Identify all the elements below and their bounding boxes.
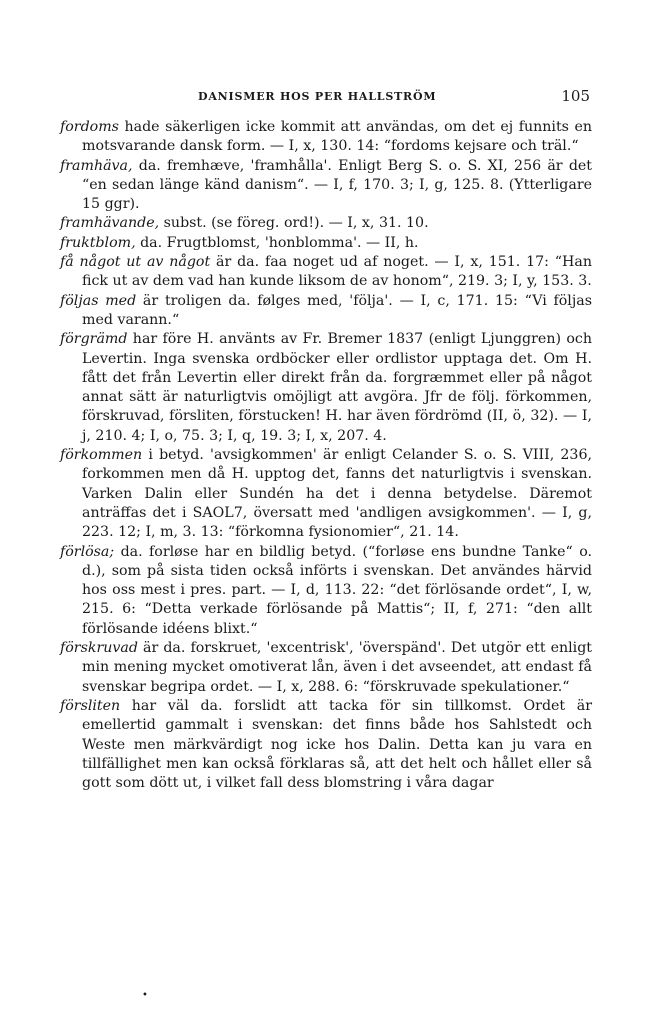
entry-foljas-med bbox=[60, 292, 592, 331]
entry-text: i betyd. 'avsigkommen' är enligt Celander S. o. S. VIII, 236, forkommen men då H. upptog det, fanns det naturligtvis i svenskan. Varken Dalin eller Sundén ha det i denna betydelse. Däremot anträffas det i SAOL7, översatt med 'andligen avsigkommen'. — I, g, 223. 12; I, m, 3. 13: “förkomna fysionomier“, 21. 14. bbox=[82, 447, 592, 541]
headword: få något ut av något bbox=[60, 254, 211, 271]
headword: förlösa; bbox=[60, 543, 115, 560]
running-head: DANISMER HOS PER HALLSTRÖM bbox=[198, 90, 437, 103]
entry-forsliten bbox=[60, 697, 592, 793]
headword: framhäva, bbox=[60, 157, 133, 174]
entry-forgramd bbox=[60, 330, 592, 446]
entry-text: har före H. använts av Fr. Bremer 1837 (enligt Ljunggren) och Levertin. Inga svenska ordböcker eller ordlistor upptaga det. Om H. fått det från Levertin eller direkt från da. forgræmmet eller på något annat sätt är naturligtvis omöjligt att avgöra. Jfr de följ. förkommen, förskruvad, försliten, förstucken! H. har även fördrömd (II, ö, 32). — I, j, 210. 4; I, o, 75. 3; I, q, 19. 3; I, x, 207. 4. bbox=[82, 331, 592, 444]
entry-framhava bbox=[60, 157, 592, 215]
headword: förkommen bbox=[60, 447, 143, 464]
entry-text: är troligen da. følges med, 'följa'. — I, c, 171. 15: “Vi följas med varann.“ bbox=[82, 292, 592, 328]
entry-text: är da. faa noget ud af noget. — I, x, 151. 17: “Han fick ut av dem vad han kunde liksom de av honom“, 219. 3; I, y, 153. 3. bbox=[82, 254, 592, 290]
entry-forlosa bbox=[60, 543, 592, 639]
headword: förskruvad bbox=[60, 640, 138, 657]
entry-text: hade säkerligen icke kommit att användas, om det ej funnits en motsvarande dansk form. — I, x, 130. 14: “fordoms kejsare och träl.“ bbox=[82, 119, 592, 155]
entry-forskruvad bbox=[60, 639, 592, 697]
entry-fordoms bbox=[60, 118, 592, 157]
entry-forkommen bbox=[60, 446, 592, 542]
entry-text: subst. (se föreg. ord!). — I, x, 31. 10. bbox=[159, 215, 429, 232]
headword: förgrämd bbox=[60, 331, 128, 348]
entry-text: da. fremhæve, 'framhålla'. Enligt Berg S. o. S. XI, 256 är det “en sedan länge känd danism“. — I, f, 170. 3; I, g, 125. 8. (Ytterligare 15 ggr). bbox=[82, 157, 592, 213]
entry-text: da. forløse har en bildlig betyd. (“forløse ens bundne Tanke“ o. d.), som på sista tiden också införts i svenskan. Det användes härvid hos oss mest i pres. part. — I, d, 113. 22: “det förlösande ordet“, I, w, 215. 6: “Detta verkade förlösande på Mattis“; II, f, 271: “den allt förlösande idéens blixt.“ bbox=[82, 543, 592, 637]
page-number: 105 bbox=[561, 87, 590, 105]
headword: fordoms bbox=[60, 119, 119, 135]
entry-fa-nagot-ut bbox=[60, 253, 592, 292]
page-header bbox=[60, 87, 590, 110]
ink-dot: • bbox=[142, 990, 148, 1001]
entry-text: är da. forskruet, 'excentrisk', 'överspänd'. Det utgör ett enligt min mening mycket omotiverat lån, även i det avseendet, att endast få svenskar begripa ordet. — I, x, 288. 6: “förskruvade spekulationer.“ bbox=[82, 640, 592, 695]
entry-text: da. Frugtblomst, 'honblomma'. — II, h. bbox=[135, 234, 419, 251]
entry-fruktblom bbox=[60, 234, 592, 253]
entry-text: har väl da. forslidt att tacka för sin tillkomst. Ordet är emellertid gammalt i svenskan: det finns både hos Sahlstedt och Weste men märkvärdigt nog icke hos Dalin. Detta kan ju vara en tillfällighet men kan också förklaras så, att det helt och hållet eller så gott som dött ut, i vilket fall dess blomstring i våra dagar bbox=[82, 697, 592, 792]
headword: följas med bbox=[60, 292, 137, 309]
entry-framhavande bbox=[60, 214, 592, 233]
headword: fruktblom, bbox=[60, 234, 136, 251]
headword: försliten bbox=[60, 697, 121, 714]
headword: framhävande, bbox=[60, 215, 160, 232]
dictionary-entries bbox=[60, 118, 592, 793]
